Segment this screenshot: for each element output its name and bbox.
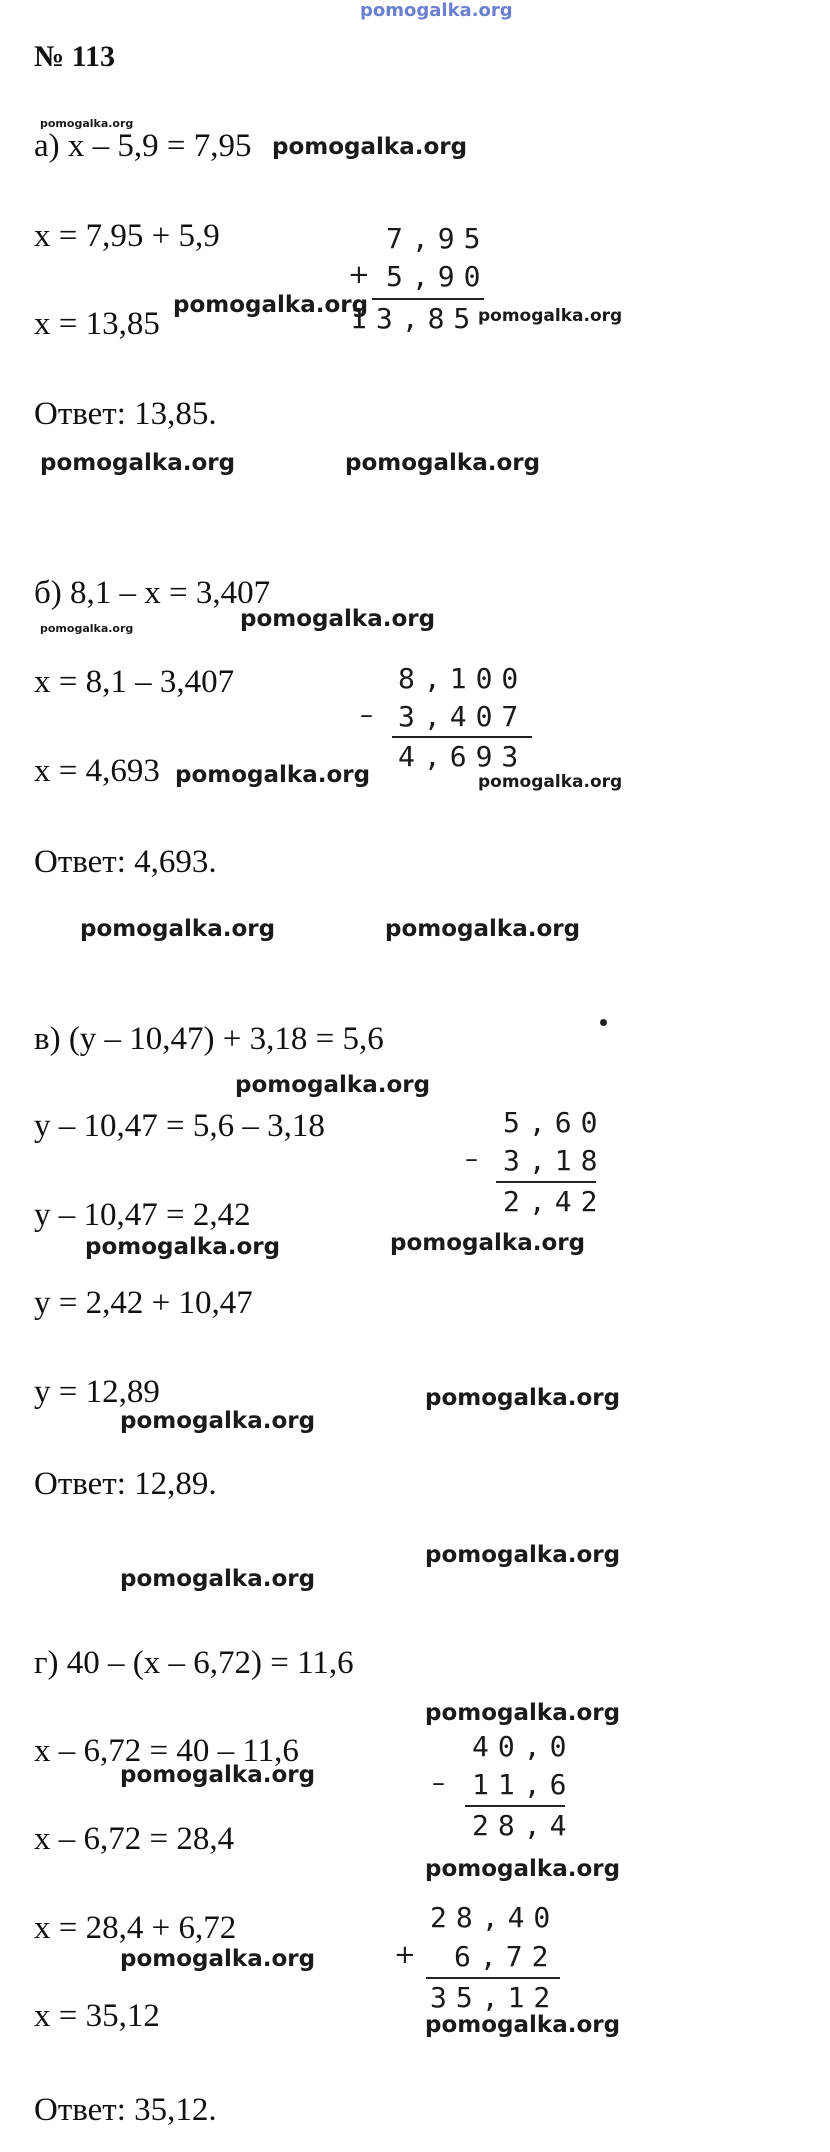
watermark: pomogalka.org	[120, 1566, 316, 1592]
part-b-column-operator: –	[360, 700, 373, 730]
part-v-column-row-2: 3,18	[503, 1144, 607, 1177]
part-b-column-row-2: 3,407	[398, 700, 528, 733]
part-b-step-2: x = 4,693	[34, 753, 160, 789]
part-g-step-3: x = 28,4 + 6,72	[34, 1910, 237, 1946]
part-a-step-2: x = 13,85	[34, 306, 160, 342]
watermark: pomogalka.org	[120, 1408, 316, 1434]
part-v-step-2: y – 10,47 = 2,42	[34, 1197, 251, 1233]
part-g-column-1-rule	[465, 1805, 565, 1807]
part-b-answer: Ответ: 4,693.	[34, 844, 217, 880]
part-a-column-result: 13,85	[350, 302, 480, 335]
watermark: pomogalka.org	[85, 1234, 281, 1260]
part-g-column-2-rule	[426, 1977, 560, 1979]
part-v-answer: Ответ: 12,89.	[34, 1466, 217, 1502]
part-v-equation: в) (y – 10,47) + 3,18 = 5,6	[34, 1021, 384, 1057]
part-g-column-1-result: 28,4	[472, 1809, 576, 1842]
part-g-column-1-row-1: 40,0	[472, 1730, 576, 1763]
watermark: pomogalka.org	[80, 916, 276, 942]
part-v-column-operator: –	[465, 1144, 478, 1174]
watermark: pomogalka.org	[40, 450, 236, 476]
watermark: pomogalka.org	[425, 1856, 621, 1882]
watermark: pomogalka.org	[173, 292, 369, 318]
part-b-equation: б) 8,1 – x = 3,407	[34, 575, 271, 611]
part-g-column-2-result: 35,12	[430, 1981, 560, 2014]
watermark: pomogalka.org	[175, 762, 371, 788]
part-a-column-rule	[372, 298, 484, 300]
part-v-column-row-1: 5,60	[503, 1106, 607, 1139]
part-g-column-2-row-1: 28,40	[430, 1901, 560, 1934]
part-g-column-2-row-2: 6,72	[454, 1940, 558, 1973]
watermark: pomogalka.org	[390, 1230, 586, 1256]
part-b-column-result: 4,693	[398, 740, 528, 773]
part-v-step-4: y = 12,89	[34, 1374, 160, 1410]
watermark: pomogalka.org	[240, 606, 436, 632]
watermark: pomogalka.org	[478, 772, 623, 792]
part-a-step-1: x = 7,95 + 5,9	[34, 218, 220, 254]
watermark: pomogalka.org	[425, 1385, 621, 1411]
part-a-equation: а) x – 5,9 = 7,95	[34, 128, 252, 164]
part-g-step-4: x = 35,12	[34, 1998, 160, 2034]
watermark-top: pomogalka.org	[360, 0, 513, 21]
part-b-column-rule	[392, 736, 532, 738]
part-g-answer: Ответ: 35,12.	[34, 2092, 217, 2128]
part-a-column-row-2: 5,90	[386, 260, 490, 293]
part-b-step-1: x = 8,1 – 3,407	[34, 664, 235, 700]
part-v-step-3: y = 2,42 + 10,47	[34, 1285, 253, 1321]
part-b-column-row-1: 8,100	[398, 662, 528, 695]
part-g-column-2-operator: +	[394, 1940, 416, 1970]
watermark: pomogalka.org	[40, 117, 134, 130]
part-a-column-operator: +	[348, 260, 370, 290]
part-a-column-row-1: 7,95	[386, 222, 490, 255]
watermark: pomogalka.org	[425, 1700, 621, 1726]
stray-dot	[600, 1019, 607, 1026]
watermark: pomogalka.org	[478, 306, 623, 326]
watermark: pomogalka.org	[425, 1542, 621, 1568]
watermark: pomogalka.org	[120, 1946, 316, 1972]
problem-number: № 113	[34, 40, 115, 73]
part-g-equation: г) 40 – (x – 6,72) = 11,6	[34, 1645, 354, 1681]
watermark: pomogalka.org	[272, 134, 468, 160]
watermark: pomogalka.org	[385, 916, 581, 942]
part-v-column-rule	[496, 1181, 596, 1183]
watermark: pomogalka.org	[235, 1072, 431, 1098]
part-g-column-1-operator: –	[432, 1768, 445, 1798]
part-v-step-1: y – 10,47 = 5,6 – 3,18	[34, 1108, 325, 1144]
part-a-answer: Ответ: 13,85.	[34, 396, 217, 432]
part-g-column-1-row-2: 11,6	[472, 1768, 576, 1801]
part-g-step-1: x – 6,72 = 40 – 11,6	[34, 1733, 299, 1769]
watermark: pomogalka.org	[40, 622, 134, 635]
watermark: pomogalka.org	[425, 2012, 621, 2038]
part-v-column-result: 2,42	[503, 1185, 607, 1218]
watermark: pomogalka.org	[345, 450, 541, 476]
watermark: pomogalka.org	[120, 1762, 316, 1788]
part-g-step-2: x – 6,72 = 28,4	[34, 1821, 235, 1857]
